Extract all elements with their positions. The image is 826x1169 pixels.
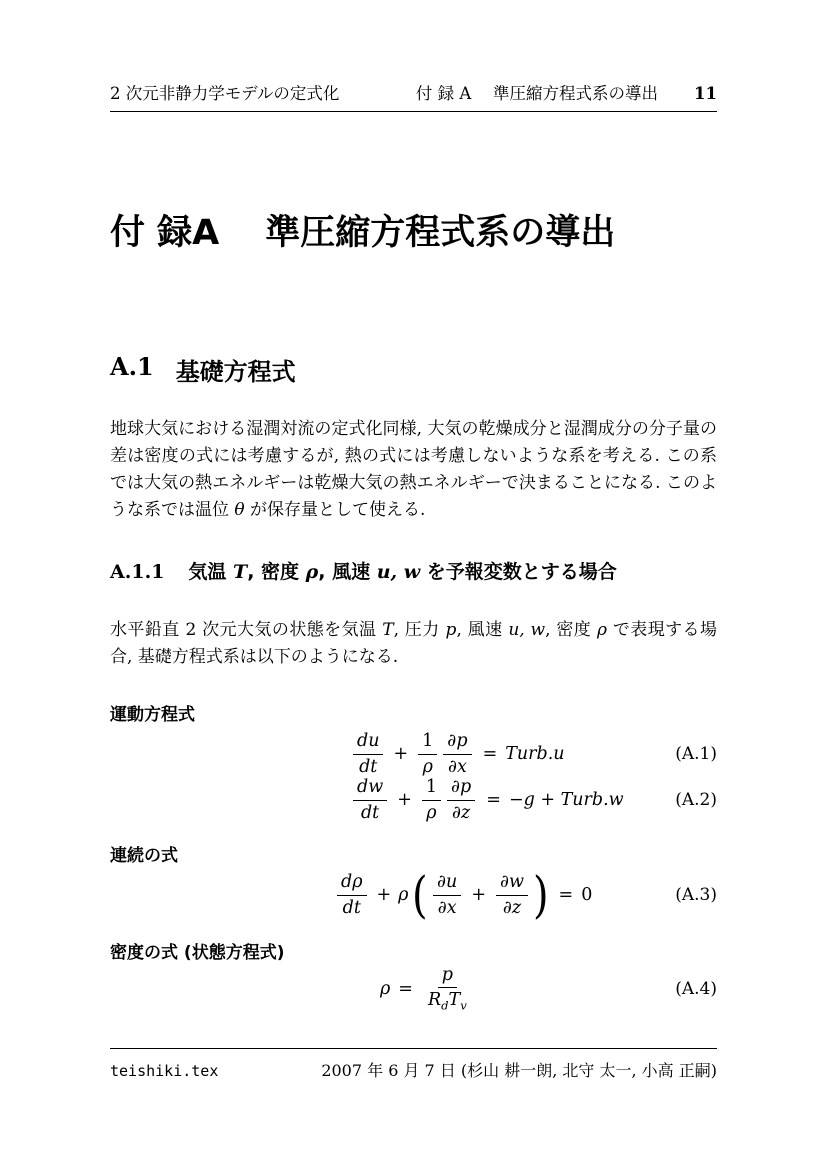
chapter-title-text: 準圧縮方程式系の導出	[265, 213, 616, 253]
coefficient-rho: ρ	[398, 885, 409, 905]
equation-label-a1: (A.1)	[675, 744, 717, 764]
page-footer	[110, 1048, 717, 1081]
var-uw: u, w	[508, 620, 546, 640]
equation-a1-body: $\frac{du}{dt}$ + $\frac{1}{\rho}$ $\frac{\partial p}{\partial x}$ = Turb.u	[350, 731, 565, 776]
chapter-heading	[110, 212, 615, 256]
intro-paragraph	[110, 416, 717, 524]
var-T: T	[382, 620, 394, 640]
header-doc-title: 2 次元非静力学モデルの定式化	[110, 84, 340, 103]
page-header	[110, 84, 717, 112]
equation-a3-body: $\frac{d\rho}{dt}$ + ρ ( $\frac{\partial u}{\partial x}$ + $\frac{\partial w}{\partial z}$ ) = 0	[334, 872, 592, 917]
equation-label-a2: (A.2)	[675, 790, 717, 810]
fraction-1-rho: $\frac{1}{\rho}$	[418, 731, 437, 776]
fraction-dp-dx: $\frac{\partial p}{\partial x}$	[443, 731, 471, 776]
subsection-heading	[110, 557, 617, 584]
fraction-dw-dt: $\frac{dw}{dt}$	[353, 777, 387, 822]
fraction-du-dx: $\frac{\partial u}{\partial x}$	[433, 872, 461, 917]
fraction-drho-dt: $\frac{d\rho}{dt}$	[337, 872, 367, 917]
intro-text-2: が保存量として使える.	[244, 500, 426, 520]
footer-date-authors: 2007 年 6 月 7 日 (杉山 耕一朗, 北守 太一, 小高 正嗣)	[321, 1061, 717, 1080]
equation-label-a4: (A.4)	[675, 979, 717, 999]
equation-group-label-density: 密度の式 (状態方程式)	[110, 943, 285, 963]
intro-text-1: 地球大気における湿潤対流の定式化同様, 大気の乾燥成分と湿潤成分の分子量の差は密度の式には考慮するが, 熱の式には考慮しないような系を考える. この系では大気の熱エネルギーは乾燥大気の熱エネルギーで決まることになる. このような系では温位	[110, 419, 717, 520]
equation-group-label-continuity: 連続の式	[110, 846, 178, 866]
theta-symbol: θ	[234, 500, 245, 520]
equation-a3	[110, 866, 717, 924]
var-rho: ρ	[597, 620, 608, 640]
rhs-g-turb-w: −g + Turb.w	[508, 790, 624, 810]
fraction-1-rho: $\frac{1}{\rho}$	[422, 777, 441, 822]
var-p: p	[445, 620, 457, 640]
fraction-du-dt: $\frac{du}{dt}$	[353, 731, 383, 776]
equation-a4	[110, 964, 717, 1014]
section-number: A.1	[110, 352, 154, 381]
equation-a4-body: ρ = $\frac{p}{R_dT_v}$	[380, 965, 474, 1013]
fraction-dw-dz: $\frac{\partial w}{\partial z}$	[496, 872, 528, 917]
equation-label-a3: (A.3)	[675, 885, 717, 905]
rhs-zero: 0	[581, 885, 593, 905]
variables-paragraph: 水平鉛直 2 次元大気の状態を気温 T, 圧力 p, 風速 u, w, 密度 ρ で表現する場合, 基礎方程式系は以下のようになる.	[110, 620, 717, 667]
subsection-title: 気温 T, 密度 ρ, 風速 u, w を予報変数とする場合	[188, 561, 617, 583]
chapter-label: 付 録A	[110, 213, 220, 253]
header-page-number: 11	[694, 84, 717, 103]
equation-a2	[110, 778, 717, 822]
rhs-turb-u: Turb.u	[505, 744, 565, 764]
footer-filename: teishiki.tex	[110, 1062, 219, 1080]
equation-a1	[110, 732, 717, 776]
fraction-dp-dz: $\frac{\partial p}{\partial z}$	[447, 777, 475, 822]
subsection-number: A.1.1	[110, 561, 165, 583]
section-heading	[110, 352, 296, 387]
fraction-p-RdTv: $\frac{p}{R_dT_v}$	[427, 965, 467, 1013]
header-chapter-title: 付 録 A 準圧縮方程式系の導出	[415, 84, 659, 103]
equation-a2-body: $\frac{dw}{dt}$ + $\frac{1}{\rho}$ $\frac{\partial p}{\partial z}$ = −g + Turb.w	[350, 777, 624, 822]
section-title: 基礎方程式	[175, 358, 296, 386]
lhs-rho: ρ	[380, 979, 391, 999]
equation-group-label-motion: 運動方程式	[110, 705, 195, 725]
